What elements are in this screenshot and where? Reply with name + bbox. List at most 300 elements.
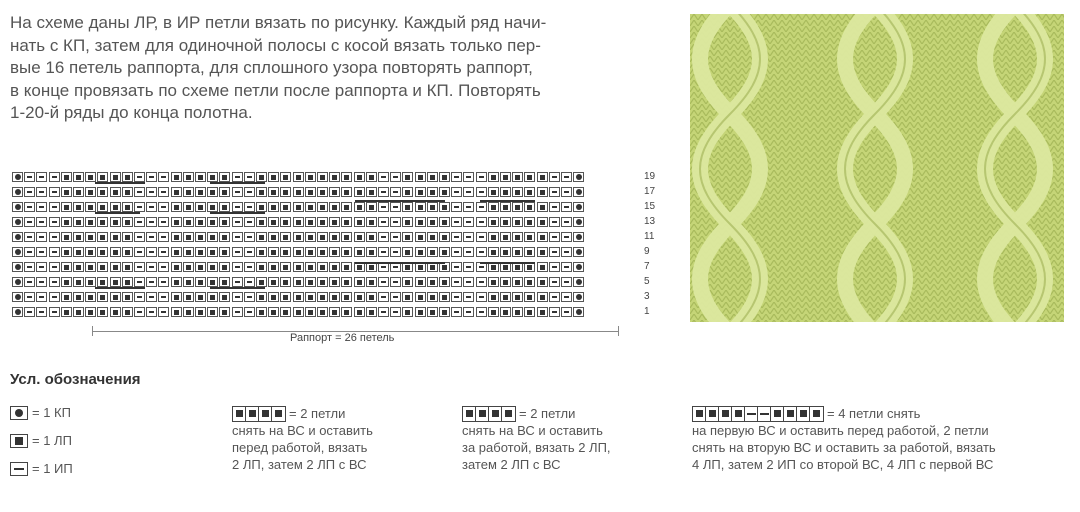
chart-cell: [293, 307, 304, 317]
chart-cell: [378, 277, 389, 287]
chart-cell: [122, 307, 133, 317]
chart-cell: [561, 217, 572, 227]
chart-cell: [537, 247, 548, 257]
chart-cell: [512, 247, 523, 257]
chart-cell: [85, 307, 96, 317]
chart-cell: [122, 202, 133, 212]
chart-cell: [488, 307, 499, 317]
chart-cell: [24, 247, 35, 257]
chart-cell: [171, 292, 182, 302]
chart-cell: [268, 232, 279, 242]
chart-cell: [232, 247, 243, 257]
chart-cell: [171, 172, 182, 182]
chart-cell: [476, 247, 487, 257]
chart-cell: [146, 232, 157, 242]
chart-cell: [463, 202, 474, 212]
chart-cell: [122, 247, 133, 257]
chart-cell: [85, 262, 96, 272]
legend-edge-stitch: [10, 405, 71, 420]
chart-cell: [463, 247, 474, 257]
cable-front-line: перед работой, вязать: [232, 440, 368, 455]
chart-cell: [97, 277, 108, 287]
chart-cell: [317, 172, 328, 182]
chart-cell: [24, 262, 35, 272]
chart-cell: [256, 292, 267, 302]
chart-cell: [268, 277, 279, 287]
chart-cell: [439, 202, 450, 212]
chart-cell: [232, 232, 243, 242]
chart-cell: [524, 247, 535, 257]
chart-cell: [36, 232, 47, 242]
chart-cell: [49, 217, 60, 227]
row-number: 5: [644, 276, 650, 287]
chart-cell: [439, 232, 450, 242]
chart-cell: [122, 262, 133, 272]
chart-cell: [97, 292, 108, 302]
chart-cell: [500, 307, 511, 317]
chart-cell: [280, 187, 291, 197]
chart-cell: [256, 277, 267, 287]
chart-cell: [463, 172, 474, 182]
chart-cell: [305, 202, 316, 212]
chart-cell: [366, 217, 377, 227]
chart-cell: [122, 232, 133, 242]
chart-cell: [378, 232, 389, 242]
chart-cell: [183, 232, 194, 242]
chart-cell: [122, 217, 133, 227]
chart-cell: [232, 262, 243, 272]
chart-cell: [110, 292, 121, 302]
chart-cell: [488, 292, 499, 302]
intro-text: [10, 12, 670, 125]
chart-cell: [280, 232, 291, 242]
cable-wide-line: 4 ЛП, затем 2 ИП со второй ВС, 4 ЛП с первой ВС: [692, 457, 994, 472]
chart-cell: [439, 277, 450, 287]
rapport-bracket-right: [618, 326, 619, 336]
chart-cell: [549, 262, 560, 272]
chart-cell: [427, 232, 438, 242]
chart-cell: [500, 187, 511, 197]
chart-cell: [268, 217, 279, 227]
chart-cell: [256, 217, 267, 227]
chart-cell: [97, 187, 108, 197]
chart-cell: [402, 217, 413, 227]
chart-cell: [402, 307, 413, 317]
chart-cell: [463, 187, 474, 197]
chart-cell: [573, 277, 584, 287]
chart-cell: [97, 247, 108, 257]
chart-cell: [537, 217, 548, 227]
intro-line: нать с КП, затем для одиночной полосы с косой вязать только пер-: [10, 35, 541, 55]
chart-cell: [573, 202, 584, 212]
chart-cell: [293, 277, 304, 287]
chart-cell: [561, 292, 572, 302]
chart-cell: [402, 277, 413, 287]
chart-cell: [451, 262, 462, 272]
chart-cell: [451, 232, 462, 242]
chart-cell: [329, 262, 340, 272]
chart-cell: [512, 292, 523, 302]
chart-cell: [537, 262, 548, 272]
chart-cell: [378, 217, 389, 227]
chart-cell: [427, 292, 438, 302]
chart-cell: [305, 187, 316, 197]
cable-cross-line: [210, 287, 265, 289]
chart-cell: [280, 277, 291, 287]
chart-cell: [244, 277, 255, 287]
chart-cell: [488, 187, 499, 197]
chart-cell: [73, 232, 84, 242]
chart-cell: [537, 232, 548, 242]
chart-cell: [85, 292, 96, 302]
chart-cell: [158, 247, 169, 257]
chart-cell: [256, 172, 267, 182]
chart-cell: [549, 307, 560, 317]
chart-cell: [524, 172, 535, 182]
chart-cell: [232, 292, 243, 302]
row-number: 19: [644, 171, 656, 182]
chart-cell: [49, 262, 60, 272]
chart-cell: [488, 172, 499, 182]
cable-back-line: снять на ВС и оставить: [462, 423, 603, 438]
chart-cell: [500, 247, 511, 257]
chart-cell: [317, 187, 328, 197]
chart-cell: [354, 247, 365, 257]
chart-cell: [183, 202, 194, 212]
chart-cell: [549, 187, 560, 197]
cable-cross-line: [95, 287, 145, 289]
chart-cell: [110, 247, 121, 257]
chart-cell: [134, 202, 145, 212]
chart-cell: [85, 277, 96, 287]
cable-back-symbol: [462, 406, 516, 422]
chart-cell: [12, 292, 23, 302]
chart-cell: [341, 262, 352, 272]
cable-front-line: снять на ВС и оставить: [232, 423, 373, 438]
chart-cell: [451, 217, 462, 227]
chart-cell: [73, 247, 84, 257]
chart-cell: [24, 277, 35, 287]
intro-line: вые 16 петель раппорта, для сплошного узора повторять раппорт,: [10, 58, 533, 77]
chart-cell: [439, 217, 450, 227]
chart-cell: [244, 202, 255, 212]
chart-cell: [488, 277, 499, 287]
chart-cell: [219, 277, 230, 287]
chart-cell: [390, 277, 401, 287]
chart-cell: [341, 217, 352, 227]
chart-cell: [73, 262, 84, 272]
chart-cell: [549, 202, 560, 212]
chart-cell: [110, 307, 121, 317]
chart-cell: [573, 247, 584, 257]
chart-cell: [366, 172, 377, 182]
chart-cell: [232, 307, 243, 317]
chart-cell: [97, 262, 108, 272]
legend-knit-stitch: [10, 433, 72, 448]
chart-cell: [366, 307, 377, 317]
chart-cell: [49, 202, 60, 212]
chart-cell: [415, 292, 426, 302]
chart-cell: [354, 202, 365, 212]
chart-cell: [158, 277, 169, 287]
chart-cell: [158, 232, 169, 242]
chart-cell: [183, 262, 194, 272]
chart-cell: [427, 247, 438, 257]
chart-cell: [61, 262, 72, 272]
chart-cell: [463, 262, 474, 272]
chart-cell: [390, 187, 401, 197]
chart-cell: [415, 187, 426, 197]
cable-cross-line: [95, 182, 145, 184]
chart-cell: [305, 307, 316, 317]
chart-cell: [415, 232, 426, 242]
chart-cell: [415, 172, 426, 182]
chart-cell: [219, 187, 230, 197]
chart-cell: [390, 202, 401, 212]
legend-purl-label: = 1 ИП: [32, 461, 73, 476]
legend-title: Усл. обозначения: [10, 371, 141, 388]
chart-cell: [85, 172, 96, 182]
chart-cell: [12, 217, 23, 227]
chart-cell: [476, 202, 487, 212]
chart-cell: [73, 292, 84, 302]
chart-cell: [61, 292, 72, 302]
chart-cell: [61, 172, 72, 182]
chart-cell: [49, 292, 60, 302]
chart-cell: [280, 247, 291, 257]
chart-cell: [24, 307, 35, 317]
chart-cell: [524, 217, 535, 227]
chart-cell: [85, 232, 96, 242]
chart-cell: [463, 292, 474, 302]
chart-cell: [305, 277, 316, 287]
chart-cell: [61, 247, 72, 257]
chart-cell: [329, 292, 340, 302]
chart-cell: [12, 232, 23, 242]
chart-cell: [451, 187, 462, 197]
chart-cell: [171, 247, 182, 257]
cable-cross-line: [480, 200, 535, 202]
chart-cell: [134, 262, 145, 272]
chart-cell: [488, 217, 499, 227]
chart-cell: [561, 172, 572, 182]
cable-back-line: затем 2 ЛП с ВС: [462, 457, 561, 472]
chart-cell: [451, 277, 462, 287]
chart-cell: [122, 172, 133, 182]
row-number: 13: [644, 216, 656, 227]
chart-cell: [366, 277, 377, 287]
chart-cell: [134, 307, 145, 317]
chart-cell: [329, 247, 340, 257]
chart-cell: [305, 217, 316, 227]
chart-cell: [402, 247, 413, 257]
chart-cell: [427, 307, 438, 317]
chart-cell: [195, 172, 206, 182]
chart-cell: [573, 262, 584, 272]
row-number: 15: [644, 201, 656, 212]
chart-cell: [110, 262, 121, 272]
chart-cell: [49, 277, 60, 287]
chart-cell: [110, 187, 121, 197]
chart-cell: [110, 277, 121, 287]
chart-cell: [354, 217, 365, 227]
chart-cell: [232, 217, 243, 227]
chart-cell: [366, 187, 377, 197]
chart-cell: [49, 232, 60, 242]
chart-cell: [305, 292, 316, 302]
cable-cross-line: [95, 212, 140, 214]
chart-cell: [415, 202, 426, 212]
chart-cell: [183, 292, 194, 302]
chart-cell: [134, 172, 145, 182]
chart-cell: [476, 232, 487, 242]
chart-cell: [171, 187, 182, 197]
chart-cell: [146, 292, 157, 302]
chart-cell: [354, 307, 365, 317]
chart-cell: [512, 172, 523, 182]
chart-cell: [488, 202, 499, 212]
chart-cell: [256, 262, 267, 272]
chart-cell: [158, 262, 169, 272]
chart-cell: [451, 172, 462, 182]
chart-cell: [463, 307, 474, 317]
chart-cell: [463, 277, 474, 287]
chart-cell: [183, 307, 194, 317]
chart-cell: [573, 232, 584, 242]
cable-front-symbol: [232, 406, 286, 422]
chart-cell: [439, 247, 450, 257]
chart-cell: [244, 307, 255, 317]
chart-cell: [293, 262, 304, 272]
chart-cell: [85, 247, 96, 257]
chart-cell: [171, 307, 182, 317]
chart-cell: [207, 187, 218, 197]
cable-back-line: за работой, вязать 2 ЛП,: [462, 440, 611, 455]
cable-cross-line: [210, 212, 265, 214]
chart-cell: [427, 277, 438, 287]
chart-cell: [171, 217, 182, 227]
chart-cell: [110, 172, 121, 182]
chart-cell: [61, 217, 72, 227]
chart-cell: [524, 307, 535, 317]
chart-cell: [232, 172, 243, 182]
chart-cell: [537, 277, 548, 287]
chart-cell: [561, 232, 572, 242]
chart-cell: [561, 202, 572, 212]
chart-cell: [378, 307, 389, 317]
chart-cell: [549, 232, 560, 242]
chart-cell: [12, 202, 23, 212]
chart-cell: [415, 247, 426, 257]
chart-cell: [524, 277, 535, 287]
chart-cell: [524, 202, 535, 212]
chart-cell: [390, 247, 401, 257]
chart-cell: [268, 187, 279, 197]
row-number: 7: [644, 261, 650, 272]
legend-cable-wide: [692, 405, 996, 473]
legend-purl-stitch: [10, 461, 73, 476]
chart-cell: [427, 187, 438, 197]
chart-cell: [573, 187, 584, 197]
chart-cell: [232, 202, 243, 212]
chart-cell: [110, 232, 121, 242]
chart-cell: [354, 277, 365, 287]
chart-cell: [476, 172, 487, 182]
chart-cell: [219, 172, 230, 182]
knitted-sample-photo: [690, 14, 1064, 322]
legend-cable-front: [232, 405, 373, 473]
chart-cell: [366, 202, 377, 212]
chart-cell: [268, 247, 279, 257]
chart-cell: [427, 202, 438, 212]
chart-cell: [12, 247, 23, 257]
chart-cell: [378, 187, 389, 197]
chart-cell: [341, 307, 352, 317]
chart-cell: [390, 172, 401, 182]
chart-cell: [134, 187, 145, 197]
chart-cell: [512, 307, 523, 317]
cable-cross-line: [210, 182, 265, 184]
legend-cable-back: [462, 405, 611, 473]
chart-cell: [146, 217, 157, 227]
chart-cell: [219, 217, 230, 227]
chart-cell: [207, 172, 218, 182]
chart-cell: [390, 307, 401, 317]
chart-cell: [415, 307, 426, 317]
row-number: 3: [644, 291, 650, 302]
chart-cell: [354, 187, 365, 197]
chart-cell: [232, 277, 243, 287]
chart-cell: [268, 172, 279, 182]
chart-cell: [195, 292, 206, 302]
chart-cell: [415, 217, 426, 227]
chart-cell: [24, 292, 35, 302]
chart-cell: [158, 172, 169, 182]
chart-cell: [488, 247, 499, 257]
chart-cell: [573, 307, 584, 317]
cable-cross-line: [480, 262, 535, 264]
intro-line: 1-20-й ряды до конца полотна.: [10, 103, 253, 122]
chart-cell: [329, 307, 340, 317]
chart-cell: [463, 217, 474, 227]
chart-cell: [146, 247, 157, 257]
chart-cell: [329, 217, 340, 227]
chart-cell: [512, 277, 523, 287]
chart-cell: [500, 292, 511, 302]
chart-cell: [85, 187, 96, 197]
chart-cell: [451, 292, 462, 302]
chart-cell: [293, 232, 304, 242]
chart-cell: [341, 202, 352, 212]
chart-cell: [195, 202, 206, 212]
chart-cell: [317, 277, 328, 287]
chart-cell: [549, 247, 560, 257]
chart-cell: [207, 277, 218, 287]
chart-cell: [97, 307, 108, 317]
chart-cell: [256, 307, 267, 317]
cable-wide-symbol: [692, 406, 824, 422]
chart-cell: [256, 232, 267, 242]
chart-cell: [183, 247, 194, 257]
chart-cell: [61, 277, 72, 287]
chart-cell: [183, 187, 194, 197]
chart-cell: [354, 232, 365, 242]
chart-cell: [244, 187, 255, 197]
chart-cell: [317, 247, 328, 257]
chart-cell: [390, 232, 401, 242]
chart-cell: [219, 232, 230, 242]
chart-cell: [85, 217, 96, 227]
